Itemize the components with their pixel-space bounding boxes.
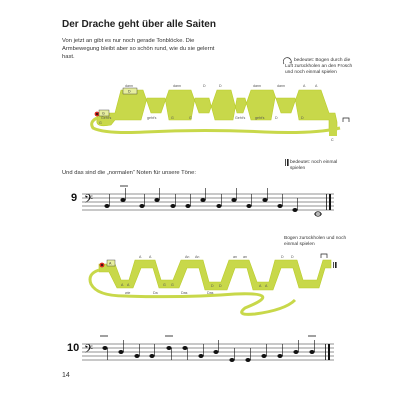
dragon-body-2 [99,260,331,290]
circle-symbol-note: bedeutet: Bogen durch die Luft zurückholen an den Frosch und noch einmal spielen [285,58,353,76]
dragon1-top-label: dann [173,84,181,88]
dragon1-top-label: A [315,84,318,88]
dragon1-bottom-label: D [301,116,304,120]
bow-back-note: Bogen zurückholen und noch einmal spielen [284,236,347,248]
dragon-diagram-2 [85,252,355,322]
dragon-diagram-1 [85,80,355,145]
bow-symbol-1 [343,118,349,122]
dragon2-top-label: an [243,255,247,259]
staff-exercise-10 [82,330,337,370]
dragon1-bottom-label: geht's [147,116,157,120]
repeat-symbol-note: bedeutet: noch einmal spielen [290,160,338,172]
dragon-tail-2 [90,270,295,314]
dragon2-top-label: D [281,255,284,259]
dragon2-top-label: An [195,255,200,259]
dragon1-end-letter: C [331,138,334,142]
dragon1-top-label: dann [125,84,133,88]
dragon2-bottom-label: D [211,284,214,288]
dragon2-bottom-label: D [219,284,222,288]
dragon2-bottom-label: Das [181,291,188,295]
dragon1-block-letter-d: D [128,89,131,94]
dragon1-block-letter-g: G [102,111,105,116]
dragon2-block-letter-a: A [109,261,112,266]
exercise-number-10: 10 [67,342,80,354]
dragon1-bottom-label: Geht's [101,116,112,120]
dragon2-top-label: An [185,255,190,259]
dragon1-bottom-label: G [99,121,102,125]
dragon-body-1 [97,90,337,130]
dragon1-bottom-label: G [171,116,174,120]
dragon2-top-label: D [291,255,294,259]
page-number: 14 [62,372,70,379]
normal-notes-text: Und das sind die „normalen“ Noten für unsere Töne: [62,170,196,176]
dragon1-top-label: A [303,84,306,88]
dragon1-bottom-label: geht's [255,116,265,120]
dragon2-bottom-label: A [265,284,268,288]
page-title: Der Drache geht über alle Saiten [62,19,216,30]
repeat-sign-icon [284,159,289,166]
dragon1-top-label: dann [253,84,261,88]
staff-exercise-9 [82,180,337,220]
dragon2-top-label: A [139,255,142,259]
dragon2-bottom-label: wie [125,291,131,295]
dragon2-bottom-label: A [127,283,130,287]
dragon2-bottom-label: Das [207,291,214,295]
bass-clef-icon: 𝄢 [84,192,94,208]
dragon2-bottom-label: G [171,283,174,287]
dragon2-bottom-label: Da [153,291,158,295]
bow-symbol-2 [321,254,327,258]
dragon1-top-label: D [203,84,206,88]
dragon1-bottom-label: G [189,116,192,120]
dragon1-top-label: dann [277,84,285,88]
dragon2-bottom-label: A [259,284,262,288]
dragon2-bottom-label: G [163,283,166,287]
dragon2-top-label: an [233,255,237,259]
bass-clef-icon: 𝄢 [84,342,94,358]
exercise-number-9: 9 [71,192,78,204]
dragon1-bottom-label: Geht's [235,116,246,120]
intro-text: Von jetzt an gibt es nur noch gerade Tonblöcke. Die Armbewegung bleibt aber so schön rund, wie du sie gelernt hast. [62,38,215,61]
dragon1-bottom-label: D [275,116,278,120]
dragon1-top-label: D [219,84,222,88]
dragon2-bottom-label: A [121,283,124,287]
dragon2-top-label: A [149,255,152,259]
